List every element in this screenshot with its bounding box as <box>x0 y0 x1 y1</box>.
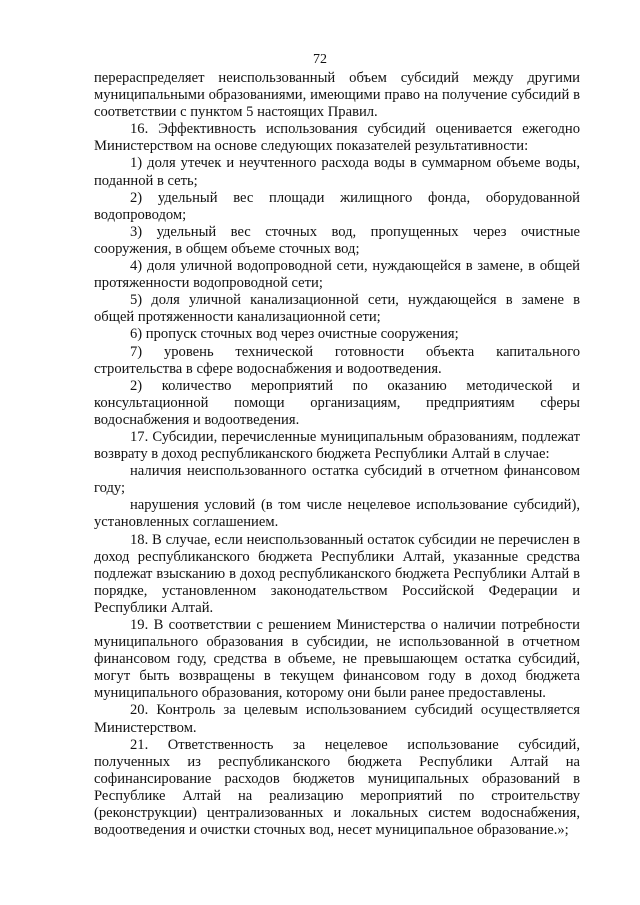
paragraph-18: 18. В случае, если неиспользованный остаток субсидии не перечислен в доход республиканского бюджета Республики Алтай, указанные средства подлежат взысканию в доход республиканского бюджета Республики Алтай в порядке, установленном законодательством Российской Федерации и Республики Алтай. <box>94 531 580 616</box>
document-body <box>94 70 580 839</box>
indicator-2-consultation: 2) количество мероприятий по оказанию методической и консультационной помощи организациям, предприятиям сферы водоснабжения и водоотведения. <box>94 377 580 428</box>
paragraph-17-case-2: нарушения условий (в том числе нецелевое использование субсидий), установленных соглашением. <box>94 497 580 531</box>
indicator-1: 1) доля утечек и неучтенного расхода воды в суммарном объеме воды, поданной в сеть; <box>94 155 580 189</box>
indicator-7: 7) уровень технической готовности объекта капитального строительства в сфере водоснабжения и водоотведения. <box>94 343 580 377</box>
indicator-5: 5) доля уличной канализационной сети, нуждающейся в замене в общей протяженности канализационной сети; <box>94 292 580 326</box>
paragraph-20: 20. Контроль за целевым использованием субсидий осуществляется Министерством. <box>94 702 580 736</box>
paragraph-17: 17. Субсидии, перечисленные муниципальным образованиям, подлежат возврату в доход республиканского бюджета Республики Алтай в случае: <box>94 428 580 463</box>
indicator-3: 3) удельный вес сточных вод, пропущенных через очистные сооружения, в общем объеме сточных вод; <box>94 223 580 257</box>
page-number: 72 <box>313 52 327 67</box>
paragraph-17-case-1: наличия неиспользованного остатка субсидий в отчетном финансовом году; <box>94 463 580 497</box>
indicator-2: 2) удельный вес площади жилищного фонда, оборудованной водопроводом; <box>94 189 580 223</box>
paragraph-continuation: перераспределяет неиспользованный объем субсидий между другими муниципальными образованиями, имеющими право на получение субсидий в соответствии с пунктом 5 настоящих Правил. <box>94 70 580 121</box>
paragraph-19: 19. В соответствии с решением Министерства о наличии потребности муниципального образования в субсидии, не использованной в отчетном финансовом году, средства в объеме, не превышающем остатка субсидий, могут быть возвращены в текущем финансовом году в доход бюджета муниципального образования, которому они были ранее предоставлены. <box>94 617 580 702</box>
indicator-4: 4) доля уличной водопроводной сети, нуждающейся в замене, в общей протяженности водопроводной сети; <box>94 258 580 292</box>
paragraph-21: 21. Ответственность за нецелевое использование субсидий, полученных из республиканского бюджета Республики Алтай на софинансирование расходов бюджетов муниципальных образований в Республике Алтай на реализацию мероприятий по строительству (реконструкции) централизованных и локальных систем водоснабжения, водоотведения и очистки сточных вод, несет муниципальное образование.»; <box>94 736 580 839</box>
paragraph-16-intro: 16. Эффективность использования субсидий оценивается ежегодно Министерством на основе следующих показателей результативности: <box>94 121 580 155</box>
indicator-6: 6) пропуск сточных вод через очистные сооружения; <box>130 326 459 343</box>
